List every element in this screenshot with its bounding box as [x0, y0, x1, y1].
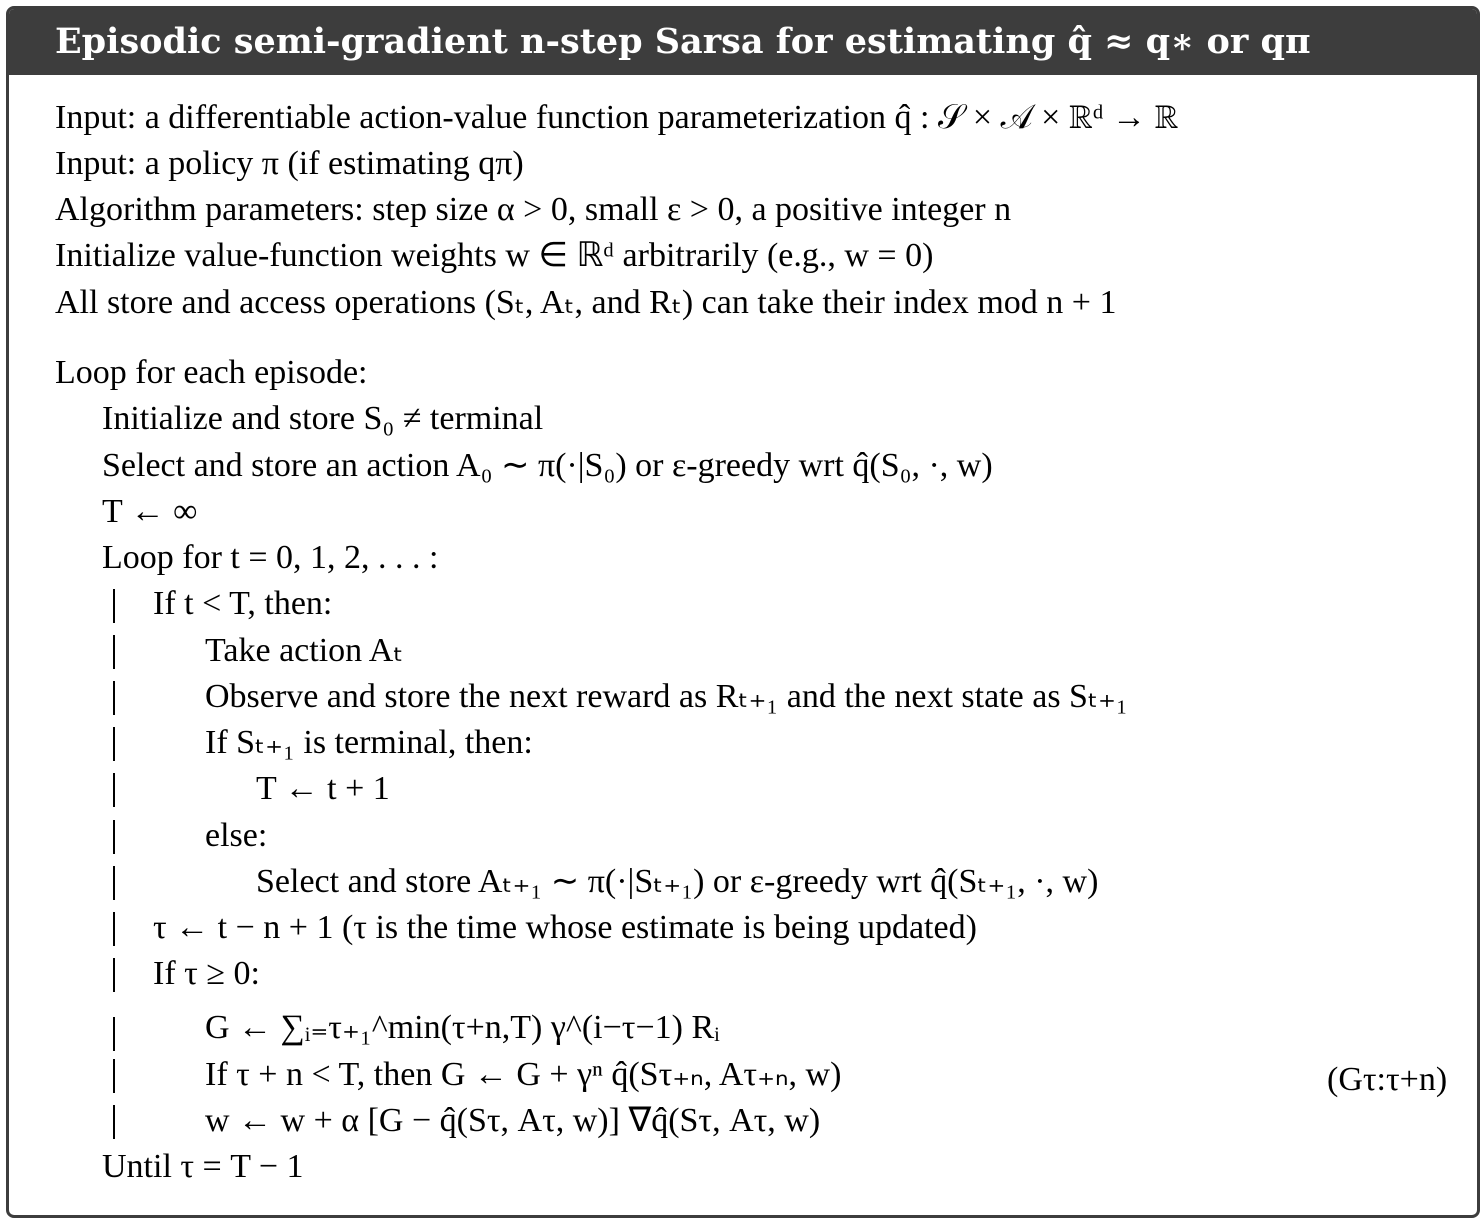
algorithm-header [9, 9, 1477, 75]
return-sum-line: G ← ∑ᵢ₌τ₊₁^min(τ+n,T) γ^(i−τ−1) Rᵢ [205, 1009, 720, 1046]
store-access-line: All store and access operations (Sₜ, Aₜ, and Rₜ) can take their index mod n + 1 [55, 284, 1117, 321]
equation-label: (Gτ:τ+n) [1327, 1061, 1448, 1098]
loop-bar [113, 820, 115, 854]
tau-update-line: τ ← t − n + 1 (τ is the time whose estimate is being updated) [153, 909, 977, 946]
loop-bar [113, 589, 115, 623]
loop-bar [113, 866, 115, 900]
until-line: Until τ = T − 1 [102, 1148, 304, 1185]
episode-loop-line: Loop for each episode: [55, 354, 368, 391]
loop-bar [113, 773, 115, 807]
observe-line: Observe and store the next reward as Rₜ₊₁ and the next state as Sₜ₊₁ [205, 678, 1128, 715]
loop-bar [113, 727, 115, 761]
if-terminal-line: If Sₜ₊₁ is terminal, then: [205, 724, 533, 761]
set-T-terminal-line: T ← t + 1 [256, 770, 390, 807]
if-tau-line: If τ ≥ 0: [153, 955, 260, 992]
loop-bar [113, 958, 115, 992]
algorithm-box [6, 6, 1480, 1218]
take-action-line: Take action Aₜ [205, 632, 404, 669]
loop-bar [113, 912, 115, 946]
if-t-lt-T-line: If t < T, then: [153, 585, 333, 622]
set-T-line: T ← ∞ [102, 493, 198, 530]
init-state-line: Initialize and store S₀ ≠ terminal [102, 400, 544, 437]
algorithm-title: Episodic semi-gradient n-step Sarsa for estimating q̂ ≈ q∗ or qπ [55, 21, 1311, 62]
select-action-line: Select and store an action A₀ ∼ π(·|S₀) or ε-greedy wrt q̂(S₀, ·, w) [102, 447, 993, 484]
loop-bar [113, 635, 115, 669]
input-policy-line: Input: a policy π (if estimating qπ) [55, 145, 524, 182]
loop-bar [113, 681, 115, 715]
initialize-weights-line: Initialize value-function weights w ∈ ℝᵈ arbitrarily (e.g., w = 0) [55, 237, 934, 274]
select-next-action-line: Select and store Aₜ₊₁ ∼ π(·|Sₜ₊₁) or ε-greedy wrt q̂(Sₜ₊₁, ·, w) [256, 863, 1099, 900]
input-function-line: Input: a differentiable action-value function parameterization q̂ : 𝒮 × 𝒜 × ℝᵈ → ℝ [55, 99, 1179, 136]
loop-bar [113, 1059, 115, 1093]
else-line: else: [205, 817, 268, 854]
weight-update-line: w ← w + α [G − q̂(Sτ, Aτ, w)] ∇q̂(Sτ, Aτ, w) [205, 1102, 821, 1139]
bootstrap-line: If τ + n < T, then G ← G + γⁿ q̂(Sτ₊ₙ, Aτ₊ₙ, w) [205, 1056, 842, 1093]
loop-bar [113, 1105, 115, 1139]
parameters-line: Algorithm parameters: step size α > 0, small ε > 0, a positive integer n [55, 191, 1012, 228]
time-loop-line: Loop for t = 0, 1, 2, . . . : [102, 539, 439, 576]
loop-bar [113, 1017, 115, 1051]
